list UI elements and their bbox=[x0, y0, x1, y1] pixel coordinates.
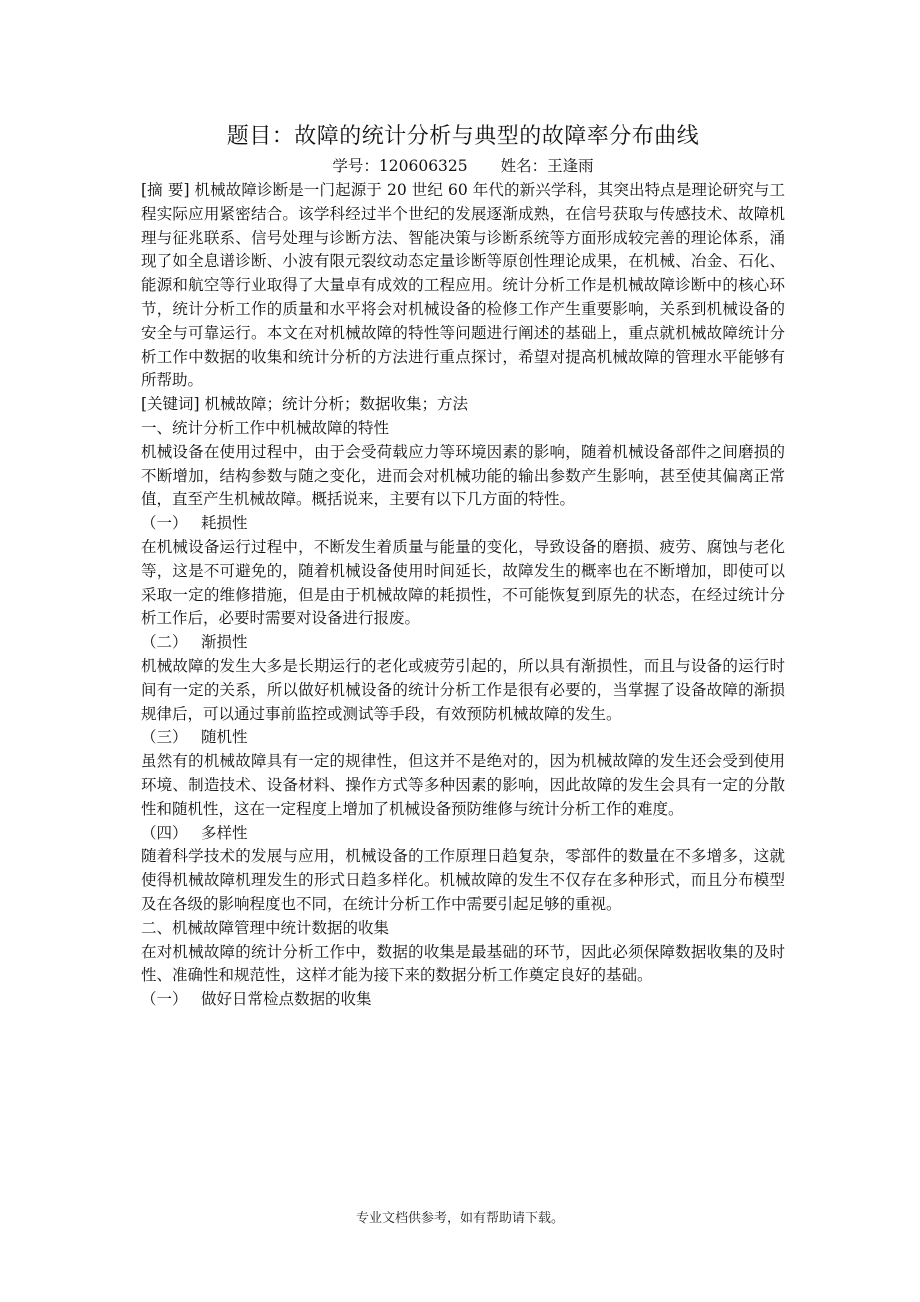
subsection-number: （二） bbox=[141, 633, 188, 652]
subsection-number: （三） bbox=[141, 728, 188, 747]
abstract: [摘 要] 机械故障诊断是一门起源于 20 世纪 60 年代的新兴学科，其突出特点是理论研究与工程实际应用紧密结合。该学科经过半个世纪的发展逐渐成熟，在信号获取与传感技术、故障机理与征兆联系、信号处理与诊断方法、智能决策与诊断系统等方面形成较完善的理论体系，涌现了如全息谱诊断、小波有限元裂纹动态定量诊断等原创性理论成果，在机械、冶金、石化、能源和航空等行业取得了大量卓有成效的工程应用。统计分析工作是机械故障诊断中的核心环节，统计分析工作的质量和水平将会对机械设备的检修工作产生重要影响，关系到机械设备的安全与可靠运行。本文在对机械故障的特性等问题进行阐述的基础上，重点就机械故障统计分析工作中数据的收集和统计分析的方法进行重点探讨，希望对提高机械故障的管理水平能够有所帮助。 bbox=[141, 181, 785, 390]
subsection-number: （一） bbox=[141, 514, 188, 533]
subsection-title: 渐损性 bbox=[201, 633, 248, 652]
paragraph: 在机械设备运行过程中，不断发生着质量与能量的变化，导致设备的磨损、疲劳、腐蚀与老化等，这是不可避免的，随着机械设备使用时间延长，故障发生的概率也在不断增加，即使可以采取一定的维修措施，但是由于机械故障的耗损性，不可能恢复到原先的状态，在经过统计分析工作后，必要时需要对设备进行报废。 bbox=[141, 537, 785, 628]
student-id: 学号：120606325 bbox=[332, 157, 468, 175]
subsection-heading bbox=[141, 822, 785, 846]
section-heading: 二、机械故障管理中统计数据的收集 bbox=[141, 918, 390, 937]
paragraph: 虽然有的机械故障具有一定的规律性，但这并不是绝对的，因为机械故障的发生还会受到使用环境、制造技术、设备材料、操作方式等多种因素的影响，因此故障的发生会具有一定的分散性和随机性，这在一定程度上增加了机械设备预防维修与统计分析工作的难度。 bbox=[141, 752, 785, 818]
student-name: 姓名：王逢雨 bbox=[500, 157, 594, 175]
document-body bbox=[141, 120, 785, 1012]
page-title: 题目：故障的统计分析与典型的故障率分布曲线 bbox=[226, 124, 700, 149]
page-footer: 专业文档供参考，如有帮助请下载。 bbox=[355, 1211, 564, 1226]
subsection-title: 随机性 bbox=[201, 728, 248, 747]
subsection-number: （四） bbox=[141, 823, 188, 842]
subsection-title: 耗损性 bbox=[201, 514, 248, 533]
subsection-heading bbox=[141, 988, 785, 1012]
section-heading: 一、统计分析工作中机械故障的特性 bbox=[141, 418, 390, 437]
subsection-heading bbox=[141, 726, 785, 750]
subsection-heading bbox=[141, 512, 785, 536]
subsection-title: 多样性 bbox=[201, 823, 248, 842]
paragraph: 机械设备在使用过程中，由于会受荷载应力等环境因素的影响，随着机械设备部件之间磨损的不断增加，结构参数与随之变化，进而会对机械功能的输出参数产生影响，甚至使其偏离正常值，直至产生机械故障。概括说来，主要有以下几方面的特性。 bbox=[141, 442, 785, 509]
author-info bbox=[141, 154, 785, 178]
paragraph: 在对机械故障的统计分析工作中，数据的收集是最基础的环节，因此必须保障数据收集的及时性、准确性和规范性，这样才能为接下来的数据分析工作奠定良好的基础。 bbox=[141, 942, 785, 985]
paragraph: 机械故障的发生大多是长期运行的老化或疲劳引起的，所以具有渐损性，而且与设备的运行时间有一定的关系，所以做好机械设备的统计分析工作是很有必要的，当掌握了设备故障的渐损规律后，可以通过事前监控或测试等手段，有效预防机械故障的发生。 bbox=[141, 656, 785, 723]
paragraph: 随着科学技术的发展与应用，机械设备的工作原理日趋复杂，零部件的数量在不多增多，这就使得机械故障机理发生的形式日趋多样化。机械故障的发生不仅存在多种形式，而且分布模型及在各级的影响程度也不同，在统计分析工作中需要引起足够的重视。 bbox=[141, 847, 785, 913]
subsection-heading bbox=[141, 631, 785, 655]
keywords: [关键词] 机械故障；统计分析；数据收集；方法 bbox=[141, 395, 469, 414]
subsection-number: （一） bbox=[141, 990, 188, 1009]
subsection-title: 做好日常检点数据的收集 bbox=[201, 990, 372, 1009]
